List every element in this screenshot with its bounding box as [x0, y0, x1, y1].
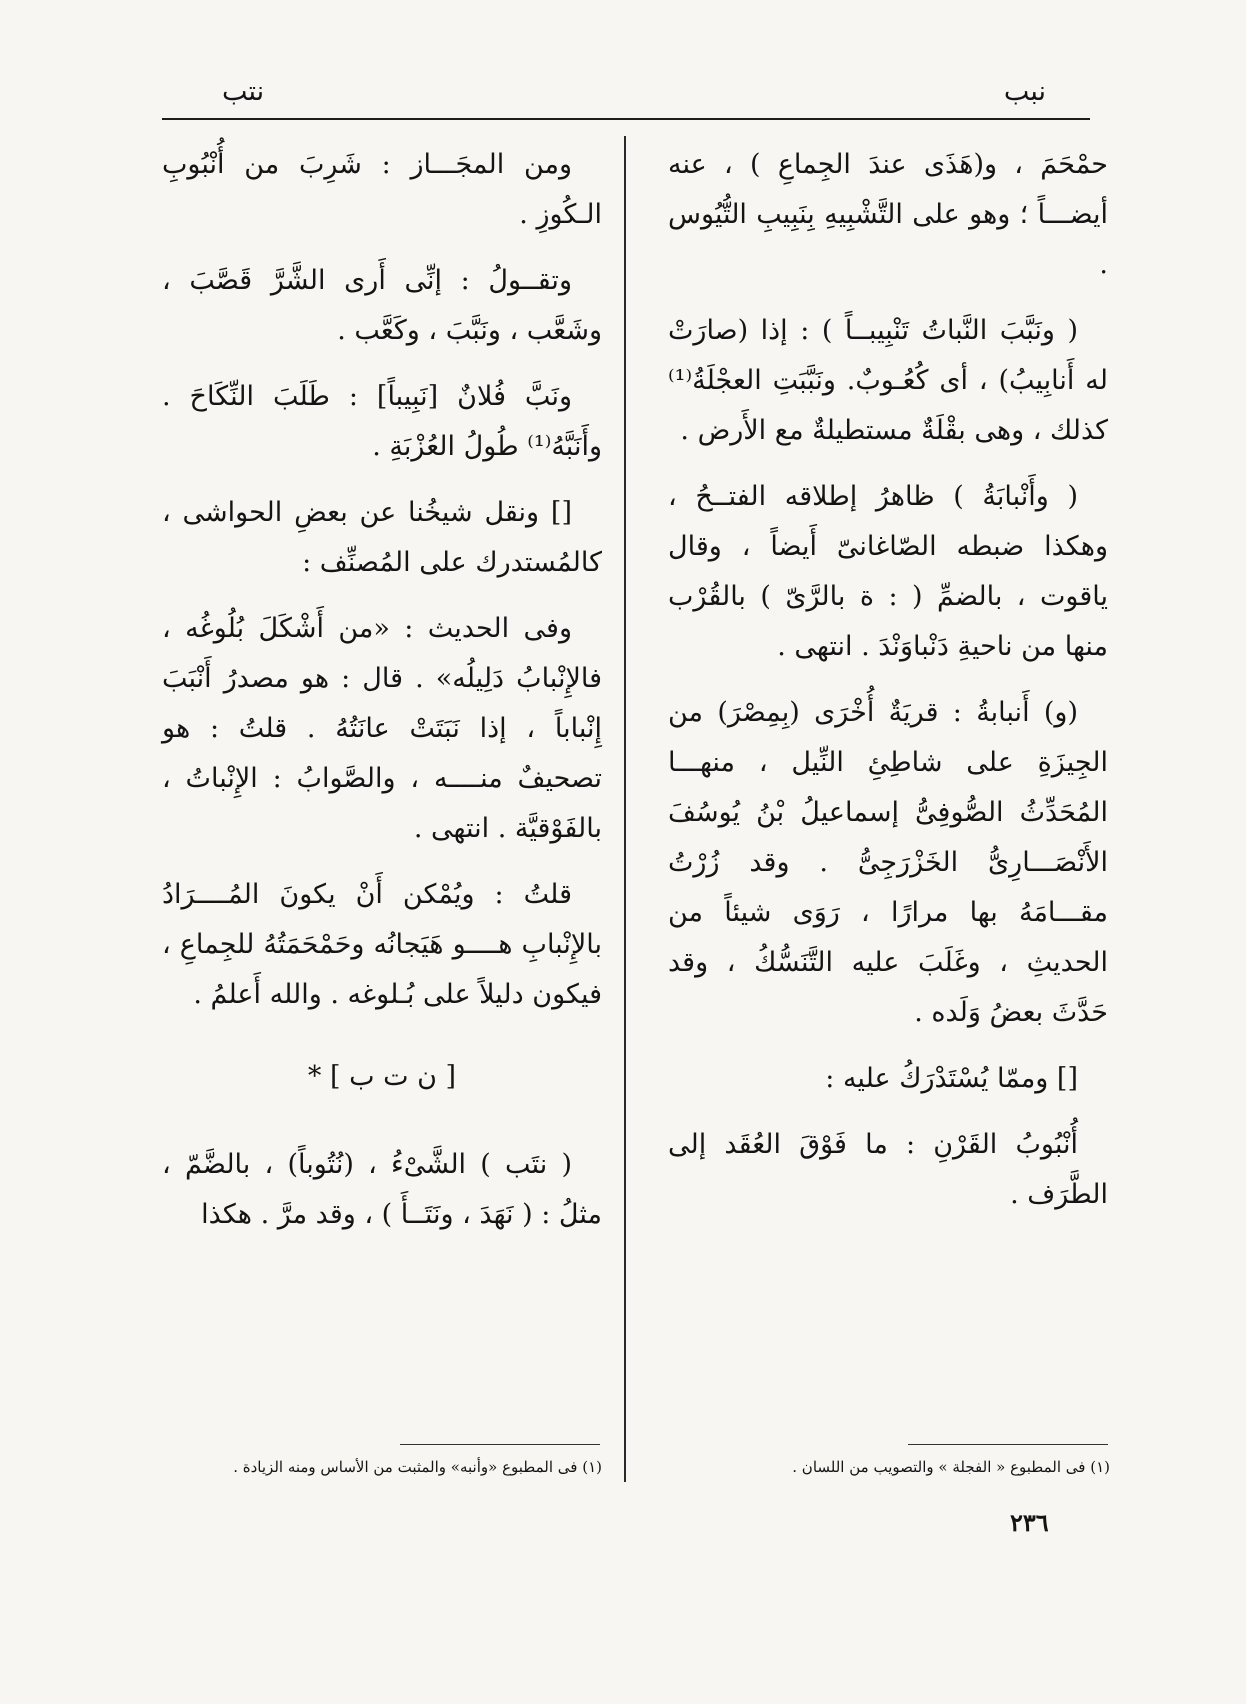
- paragraph: حمْحَمَ ، و(هَذَى عندَ الجِماعِ ) ، عنه أيضـــاً ؛ وهو على التَّشْبِيهِ بِنَبِيبِ التُّيُوس .: [668, 149, 1108, 280]
- right-column: [668, 140, 1108, 1236]
- header-left-title: نتب: [222, 76, 265, 107]
- paragraph: [] ونقل شيخُنا عن بعضِ الحواشى ، كالمُستدرك على المُصنِّف :: [162, 497, 602, 578]
- footnote-rule-left: [400, 1444, 600, 1445]
- paragraph: وفى الحديث : «من أَشْكَلَ بُلُوغُه ، فالإِنْبابُ دَلِيلُه» . قال : هو مصدرُ أَنْبَبَ إِنْباباً ، إذا نَبَتَتْ عانَتُهُ . قلتُ : هو تصحيفٌ منــــه ، والصَّوابُ : الإِنْباتُ ، بالفَوْقيَّة . انتهى .: [162, 613, 602, 844]
- paragraph: ( ونَبَّبَ النَّباتُ تَنْبِيبــاً ) : إذا (صارَتْ له أَنابِيبُ) ، أى كُعُـوبٌ. ونَبَّبَتِ العجْلَةُ⁽¹⁾ كذلك ، وهى بقْلَةٌ مستطيلةٌ مع الأَرض .: [668, 315, 1108, 446]
- paragraph: ونَبَّ فُلانٌ [نَبِيباً] : طَلَبَ النِّكَاحَ . وأَنَبَّهُ⁽¹⁾ طُولُ العُزْبَةِ .: [162, 381, 602, 462]
- footnote-rule-right: [908, 1444, 1108, 1445]
- footnote-right: (١) فى المطبوع « الفجلة » والتصويب من اللسان .: [792, 1458, 1110, 1476]
- left-column: [162, 140, 602, 1256]
- header-right-title: نبب: [1003, 76, 1046, 107]
- paragraph: ( وأَنْبابَةُ ) ظاهرُ إطلاقه الفتــحُ ، وهكذا ضبطه الصّاغانىّ أَيضاً ، وقال ياقوت ، بالضمِّ ( : ة بالرَّىّ ) بالقُرْب منها من ناحيةِ دَنْباوَنْدَ . انتهى .: [668, 481, 1108, 662]
- paragraph: قلتُ : ويُمْكن أَنْ يكونَ المُــــرَادُ بالإِنْبابِ هــــو هَيَجانُه وحَمْحَمَتُهُ للجِماعِ ، فيكون دليلاً على بُـلوغه . والله أَعلمُ .: [162, 879, 602, 1010]
- paragraph: (و) أَنبابةُ : قريَةٌ أُخْرَى (بِمِصْرَ) من الجِيزَةِ على شاطِئِ النِّيل ، منهـــا المُحَدِّثُ الصُّوفِىُّ إسماعيلُ بْنُ يُوسُفَ الأَنْصَـــارِىُّ الخَزْرَجِىُّ . وقد زُرْتُ مقـــامَهُ بها مرارًا ، رَوَى شيئاً من الحديثِ ، وغَلَبَ عليه التَّنَسُّكُ ، وقد حَدَّثَ بعضُ وَلَده .: [668, 697, 1108, 1028]
- paragraph: أُنْبُوبُ القَرْنِ : ما فَوْقَ العُقَد إلى الطَّرَف .: [668, 1129, 1108, 1210]
- column-divider: [624, 136, 626, 1482]
- paragraph: ومن المجَـــاز : شَرِبَ من أُنْبُوبِ الـكُوزِ .: [162, 149, 602, 230]
- paragraph: [] وممّا يُسْتَدْرَكُ عليه :: [825, 1063, 1078, 1094]
- entry-heading: [ ن ت ب ] *: [307, 1061, 457, 1092]
- paragraph: وتقــولُ : إنِّى أَرى الشَّرَّ قَصَّبَ ، وشَعَّب ، ونَبَّبَ ، وكَعَّب .: [162, 265, 602, 346]
- paragraph: ( نتَب ) الشَّىْءُ ، (نُتُوباً) ، بالضَّمّ ، مثلُ : ( نَهَدَ ، ونَتَــأَ ) ، وقد مرَّ . هكذا: [162, 1149, 602, 1230]
- header-rule: [162, 118, 1090, 120]
- footnote-left: (١) فى المطبوع «وأنبه» والمثبت من الأساس ومنه الزيادة .: [233, 1458, 602, 1476]
- page-number: ٢٣٦: [1010, 1508, 1049, 1537]
